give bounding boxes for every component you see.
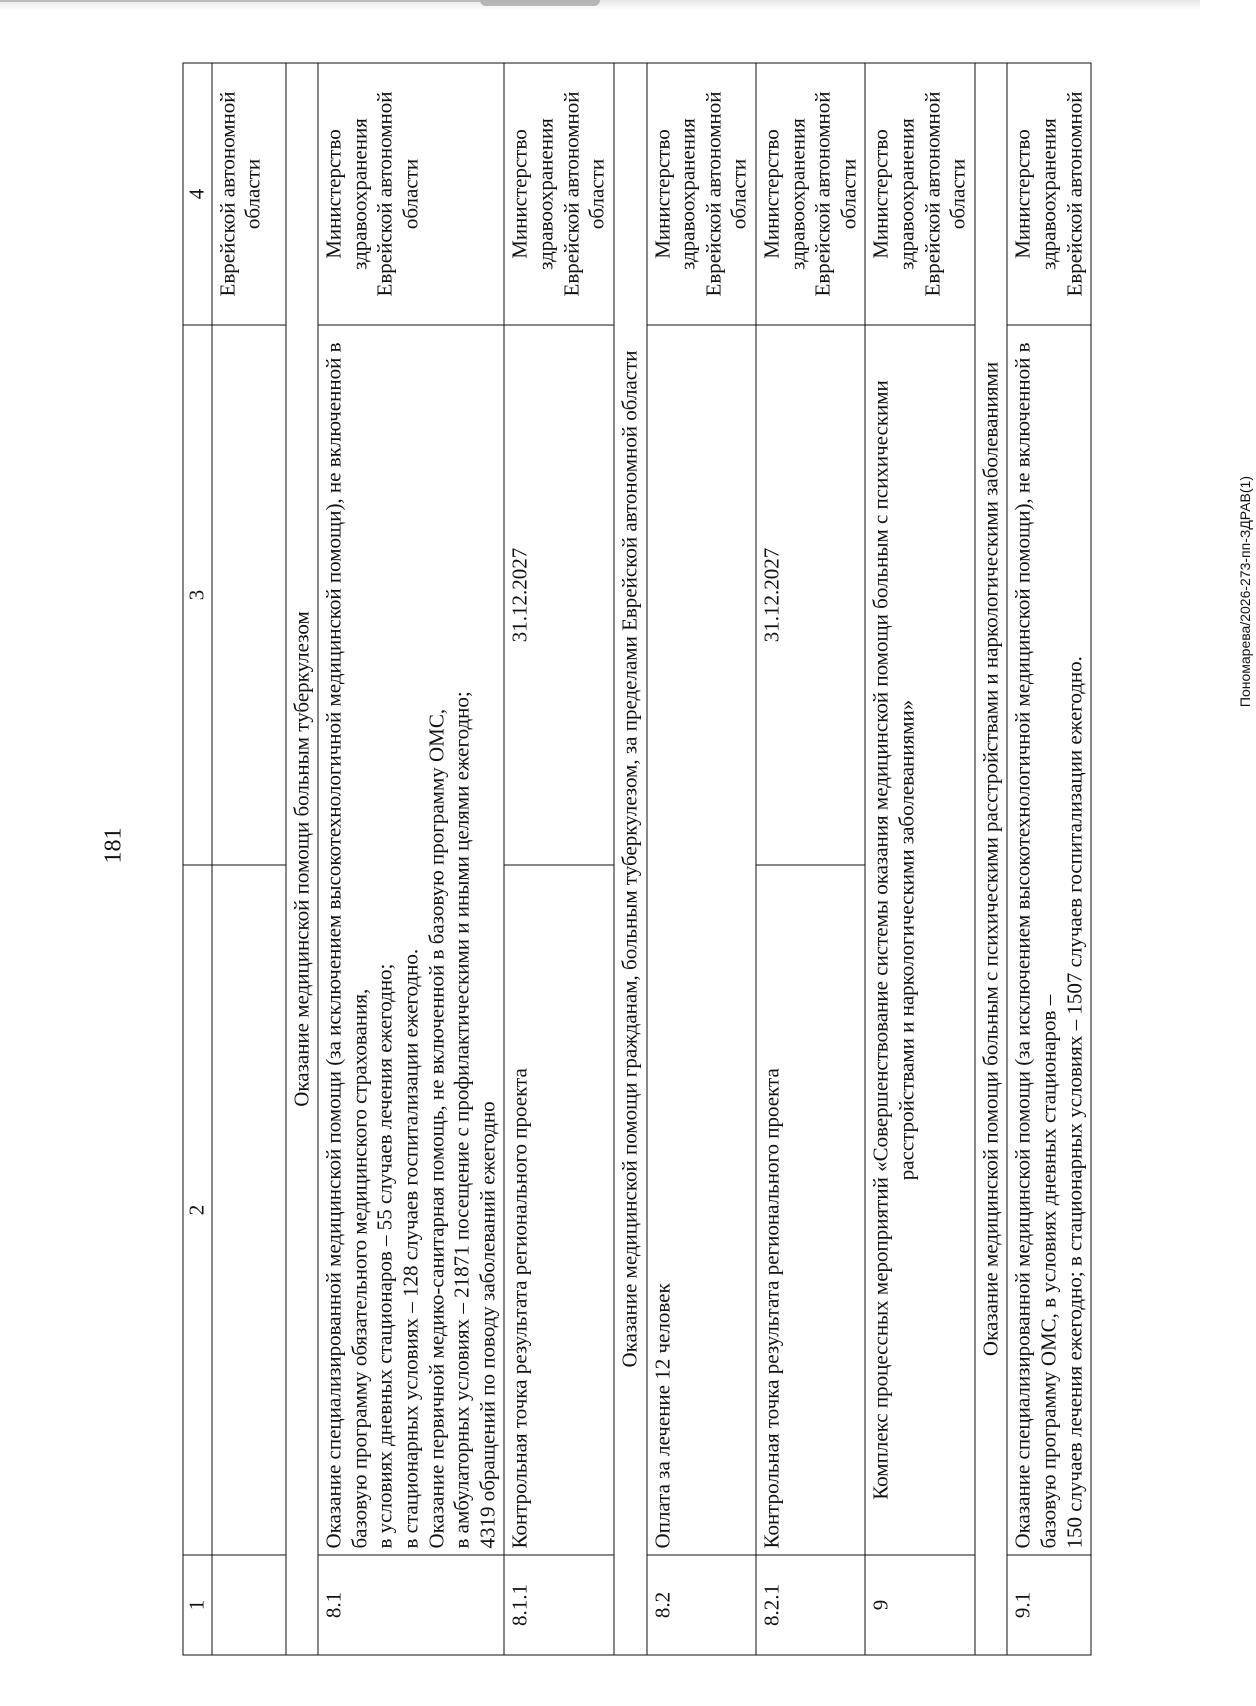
rotated-table-wrapper [183, 64, 1087, 1656]
row-text: Контрольная точка результата регионального проекта [504, 865, 613, 1555]
row-text-line: в условиях дневных стационаров – 55 случаев лечения ежегодно; [372, 963, 397, 1549]
row-date: 31.12.2027 [504, 325, 613, 865]
scan-edge-line [0, 0, 480, 2]
row-date [212, 325, 286, 865]
section-row-tuberculosis [286, 63, 319, 1655]
row-number: 8.2.1 [756, 1555, 865, 1655]
table-row-8-1 [318, 63, 504, 1655]
table-row-continuation [212, 63, 286, 1655]
row-responsible: Министерство здравоохранения Еврейской автономной области [647, 63, 756, 325]
row-text-line: в амбулаторных условиях – 21871 посещение с профилактическими и иными целями ежегодно; [449, 691, 474, 1549]
row-text-line: 150 случаев лечения ежегодно; в стационарных условиях – 1507 случаев госпитализации ежегодно. [1062, 656, 1087, 1549]
row-number: 9.1 [1007, 1555, 1091, 1655]
row-text [318, 325, 504, 1555]
header-col-4: 4 [183, 63, 212, 325]
row-text-line: 4319 обращений по поводу заболеваний ежегодно [475, 1101, 500, 1549]
measures-table [183, 63, 1092, 1656]
row-text-line: Оказание первичной медико-санитарная помощь, не включенной в базовую программу ОМС, [424, 708, 449, 1549]
row-number: 8.2 [647, 1555, 756, 1655]
document-code: Пономарева/2026-273-пп-ЗДРАВ(1) [1237, 476, 1253, 708]
page-number: 181 [100, 827, 127, 864]
row-number: 9 [865, 1555, 974, 1655]
table-row-9 [865, 63, 974, 1655]
row-responsible: Министерство здравоохранения Еврейской автономной области [318, 63, 504, 325]
section-row-outside-region [614, 63, 647, 1655]
row-text-line: Оказание специализированной медицинской помощи (за исключением высокотехнологичной медицинской помощи), не включенной в базовую программу ОМС, в условиях дневных стационаров – [1010, 342, 1061, 1549]
section-title: Оказание медицинской помощи больным туберкулезом [286, 63, 319, 1655]
row-responsible: Министерство здравоохранения Еврейской автономной области [504, 63, 613, 325]
row-date: 31.12.2027 [756, 325, 865, 865]
row-number: 8.1.1 [504, 1555, 613, 1655]
row-responsible: Министерство здравоохранения Еврейской автономной области [865, 63, 974, 325]
row-responsible: Министерство здравоохранения Еврейской автономной [1007, 63, 1091, 325]
row-text: Оплата за лечение 12 человек [647, 325, 756, 1555]
row-text-line: в стационарных условиях – 128 случаев госпитализации ежегодно. [398, 948, 423, 1549]
table-row-8-2-1 [756, 63, 865, 1655]
row-number: 8.1 [318, 1555, 504, 1655]
table-row-8-2 [647, 63, 756, 1655]
row-text: Контрольная точка результата регионального проекта [756, 865, 865, 1555]
table-header-row [183, 63, 212, 1655]
section-title: Оказание медицинской помощи больным с психическими расстройствами и наркологическими заболеваниями [975, 63, 1008, 1655]
row-text [212, 865, 286, 1555]
row-text-line: Оказание специализированной медицинской помощи (за исключением высокотехнологичной медицинской помощи), не включенной в базовую программу обязательного медицинского страхования, [321, 342, 372, 1549]
row-number [212, 1555, 286, 1655]
row-text: Комплекс процессных мероприятий «Совершенствование системы оказания медицинской помощи больным с психическими расстройствами и наркологическими заболеваниями» [865, 325, 974, 1555]
row-text [1007, 325, 1091, 1555]
header-col-1: 1 [183, 1555, 212, 1655]
table-row-8-1-1 [504, 63, 613, 1655]
row-responsible: Министерство здравоохранения Еврейской автономной области [756, 63, 865, 325]
scan-mark [480, 0, 600, 6]
section-row-psychiatric [975, 63, 1008, 1655]
header-col-2: 2 [183, 865, 212, 1555]
table-row-9-1 [1007, 63, 1091, 1655]
header-col-3: 3 [183, 325, 212, 865]
row-responsible: Еврейской автономной области [212, 63, 286, 325]
section-title: Оказание медицинской помощи гражданам, больным туберкулезом, за пределами Еврейской автономной области [614, 63, 647, 1655]
